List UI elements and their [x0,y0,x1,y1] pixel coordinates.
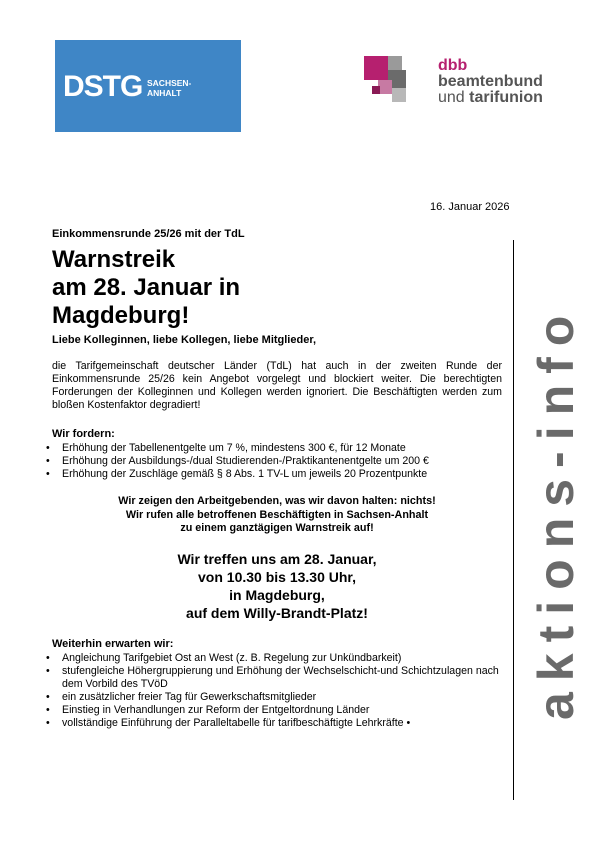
meeting-line: von 10.30 bis 13.30 Uhr, [198,568,356,585]
list-item: • ein zusätzlicher freier Tag für Gewerkschaftsmitglieder [52,691,502,704]
dbb-logo-line-part: tarifunion [469,89,543,106]
expectations-list [52,652,502,730]
dstg-logo-subtitle-line: SACHSEN- [147,78,192,88]
main-content [52,228,502,744]
appeal-block [52,495,502,536]
dstg-logo-mark: DSTG [63,70,143,103]
dstg-logo [55,40,241,132]
dstg-logo-subtitle-line: ANHALT [147,88,182,98]
headline [52,246,502,330]
headline-line: am 28. Januar in [52,274,241,301]
vertical-divider [513,240,514,800]
side-title: aktions-info [528,304,584,720]
list-item: • Einstieg in Verhandlungen zur Reform der Entgeltordnung Länder [52,704,502,717]
meeting-line: auf dem Willy-Brandt-Platz! [186,604,368,621]
meeting-block [52,550,502,622]
list-item: • Erhöhung der Zuschläge gemäß § 8 Abs. 1 TV-L um jeweils 20 Prozentpunkte [52,468,502,481]
list-item: • stufengleiche Höhergruppierung und Erhöhung der Wechselschicht-und Schichtzulagen nach dem Vorbild des TVöD [52,665,502,691]
dbb-logo [364,56,564,108]
list-item: • vollständige Einführung der Paralleltabelle für tarifbeschäftigte Lehrkräfte • [52,717,502,730]
document-date: 16. Januar 2026 [430,201,510,213]
dbb-logo-line [438,90,543,106]
demands-heading: Wir fordern: [52,428,115,440]
dbb-logo-line: beamtenbund [438,73,543,90]
headline-line: Magdeburg! [52,302,190,329]
meeting-line: in Magdeburg, [229,586,325,603]
appeal-line: Wir zeigen den Arbeitgebenden, was wir davon halten: nichts! [118,495,436,507]
expectations-heading: Weiterhin erwarten wir: [52,637,174,650]
dbb-logo-line: dbb [438,57,468,74]
dbb-squares-icon [364,56,414,106]
headline-line: Warnstreik [52,246,176,273]
meeting-line: Wir treffen uns am 28. Januar, [177,550,377,567]
list-item: • Erhöhung der Tabellenentgelte um 7 %, mindestens 300 €, für 12 Monate [52,442,502,455]
dbb-logo-text [438,58,543,106]
list-item: • Angleichung Tarifgebiet Ost an West (z. B. Regelung zur Unkündbarkeit) [52,652,502,665]
greeting: Liebe Kolleginnen, liebe Kollegen, liebe Mitglieder, [52,334,317,346]
dstg-logo-subtitle [147,78,191,98]
list-item: • Erhöhung der Ausbildungs-/dual Studierenden-/Praktikantenentgelte um 200 € [52,455,502,468]
dbb-logo-line-part: und [438,89,470,106]
appeal-line: zu einem ganztägigen Warnstreik auf! [180,522,374,534]
intro-paragraph: die Tarifgemeinschaft deutscher Länder (TdL) hat auch in der zweiten Runde der Einkommensrunde 25/26 kein Angebot vorgelegt und blockiert weiter. Die berechtigten Forderungen der Kolleginnen und Kollegen werden ignoriert. Die Beschäftigten werden zum bloßen Kostenfaktor degradiert! [52,360,502,411]
kicker: Einkommensrunde 25/26 mit der TdL [52,228,245,240]
demands-list [52,442,502,481]
appeal-line: Wir rufen alle betroffenen Beschäftigten in Sachsen-Anhalt [125,508,429,521]
